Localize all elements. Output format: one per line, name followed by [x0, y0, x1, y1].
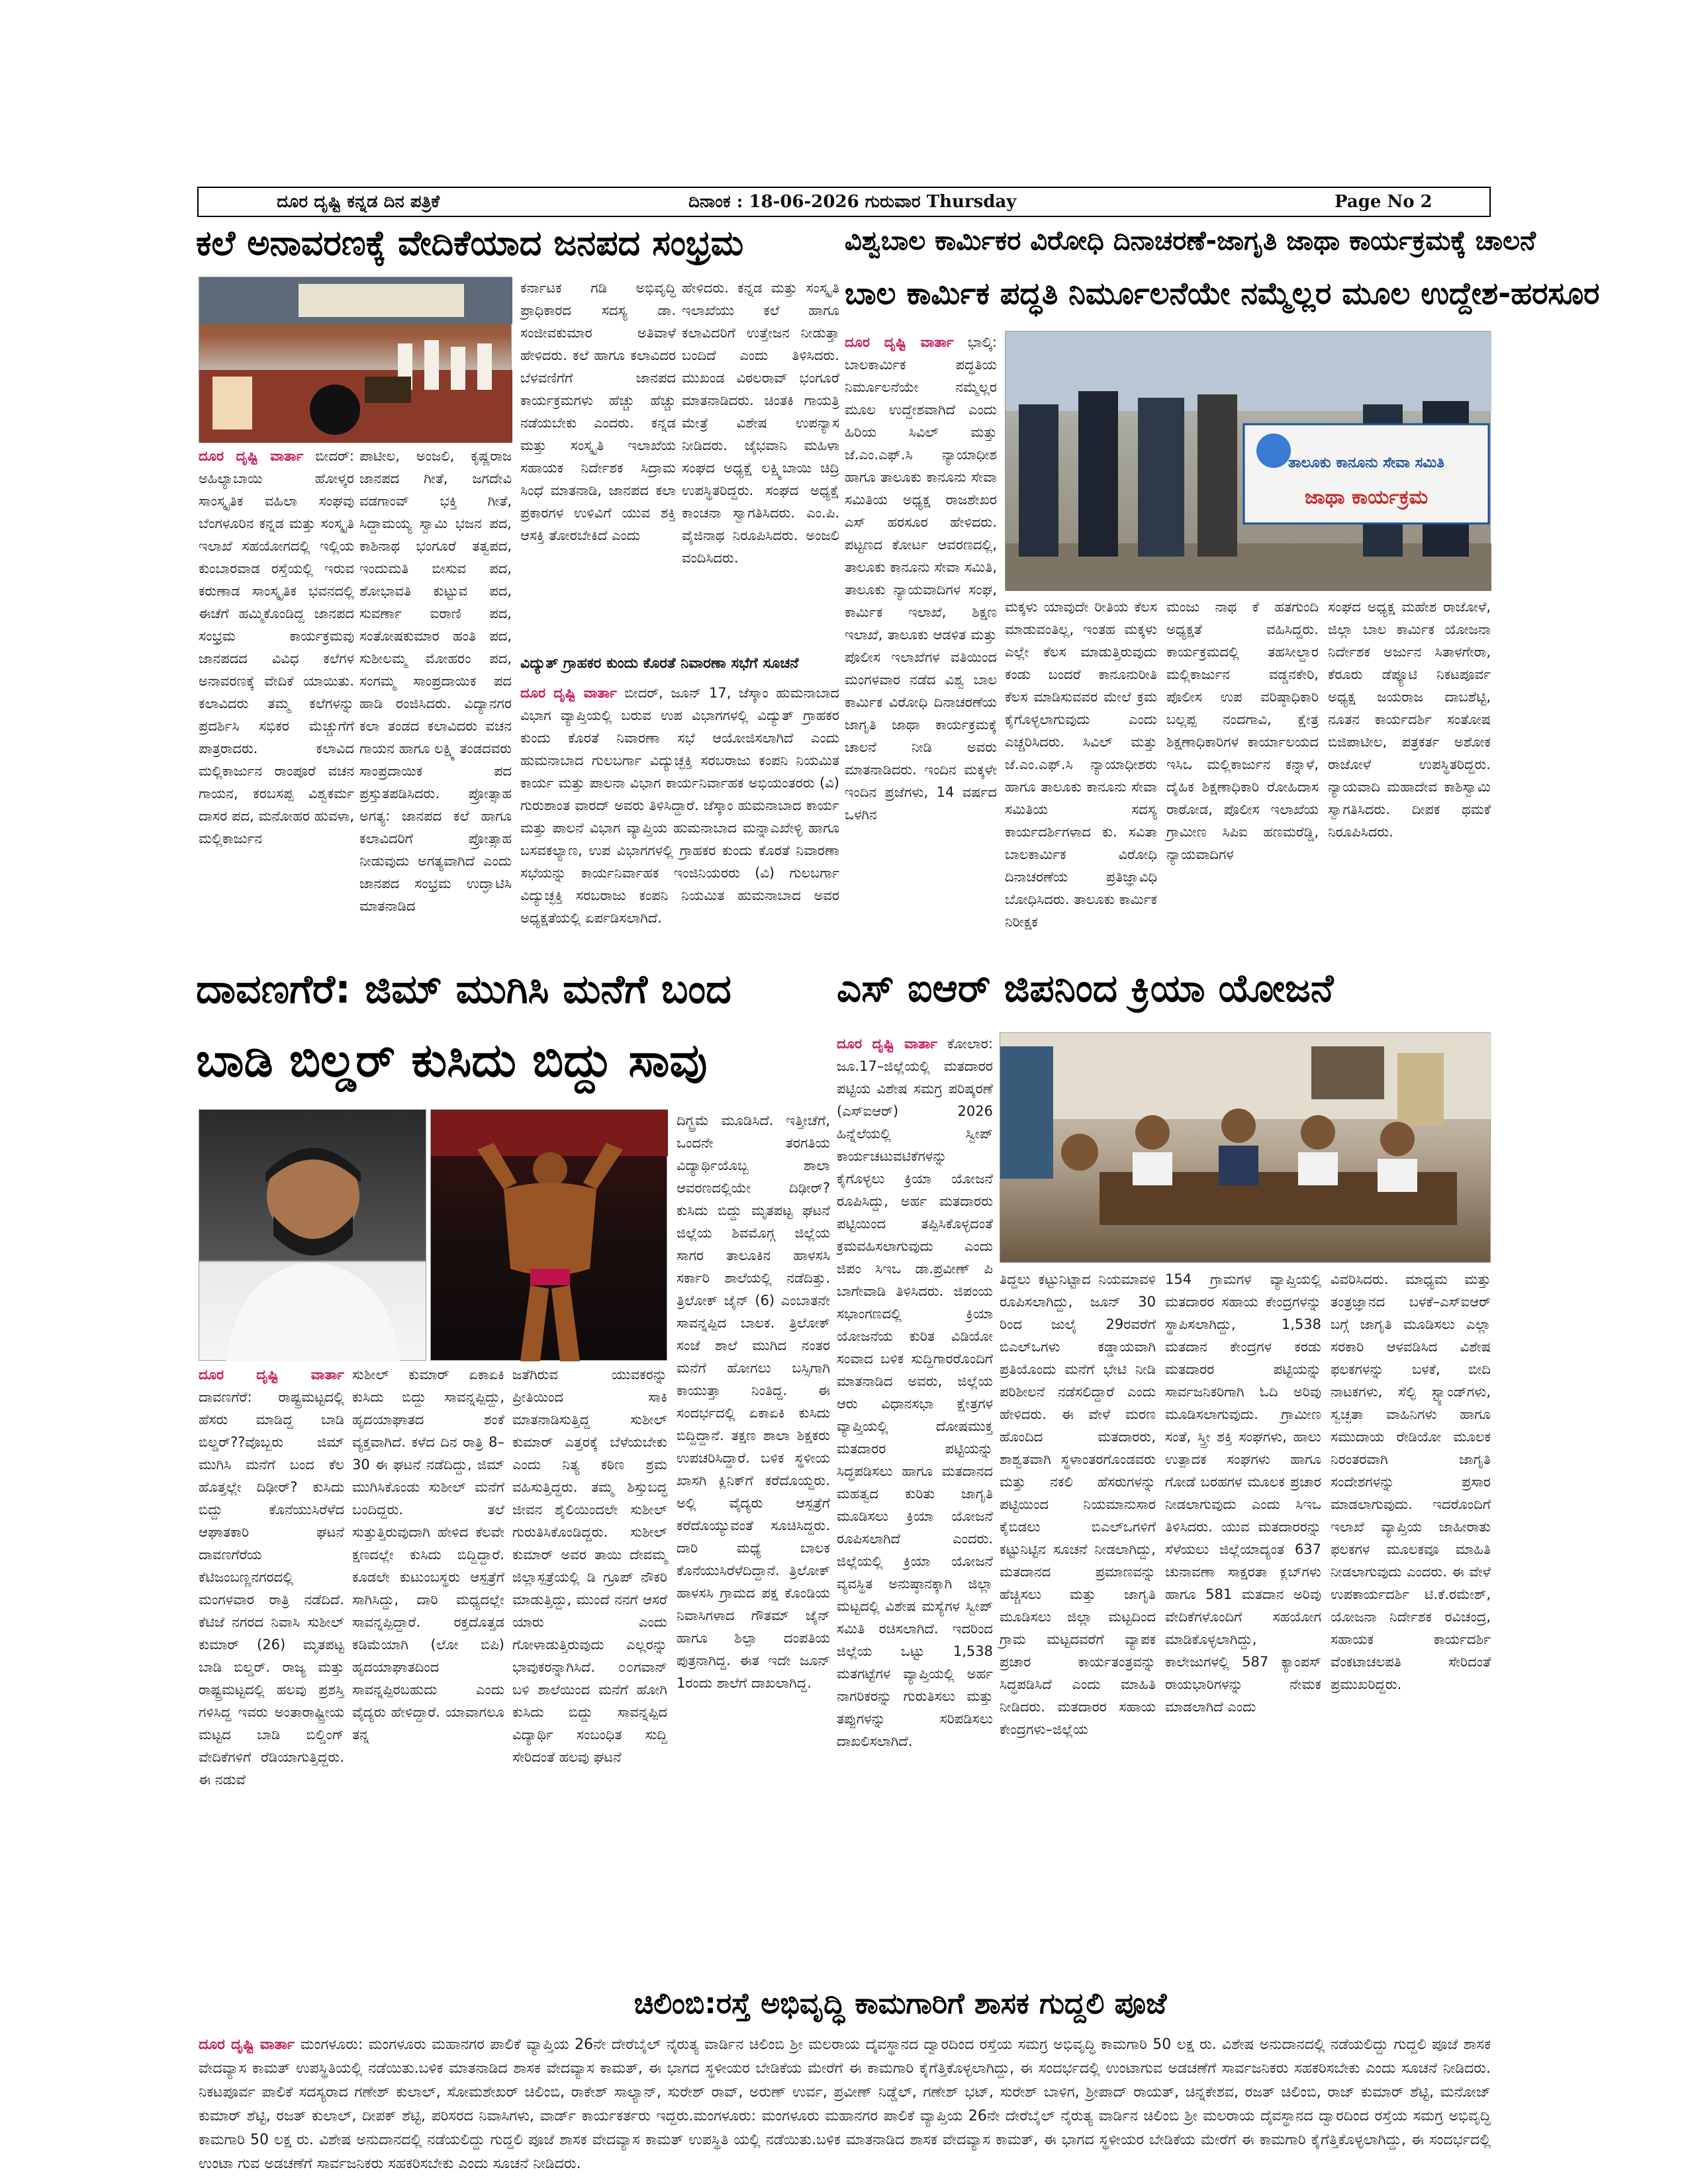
page-number: Page No 2: [1335, 192, 1432, 212]
story3-column-2: ಸುಶೀಲ್ ಕುಮಾರ್ ಏಕಾಏಕಿ ಕುಸಿದು ಬಿದ್ದು ಸಾವನ್ನಪ್ಪಿದ್ದು, ಹೃದಯಾಘಾತದ ಶಂಕೆ ವ್ಯಕ್ತವಾಗಿದೆ. ಕಳೆದ ದಿನ ರಾತ್ರಿ 8–30 ಈ ಘಟನೆ ನಡೆದಿದ್ದು, ಜಿಮ್ ಮುಗಿಸಿಕೊಂಡು ಸುಶೀಲ್ ಮನೆಗೆ ಬಂದಿದ್ದರು. ತಲೆ ಸುತ್ತುತ್ತಿರುವುದಾಗಿ ಹೇಳಿದ ಕೆಲವೇ ಕ್ಷಣದಲ್ಲೇ ಕುಸಿದು ಬಿದ್ದಿದ್ದಾರೆ. ಕೂಡಲೇ ಕುಟುಂಬಸ್ಥರು ಆಸ್ಪತ್ರೆಗೆ ಸಾಗಿಸಿದ್ದು, ದಾರಿ ಮಧ್ಯದಲ್ಲೇ ಸಾವನ್ನಪ್ಪಿದ್ದಾರೆ. ರಕ್ತದೊತ್ತಡ ಕಡಿಮೆಯಾಗಿ (ಲೋ ಬಿಪಿ) ಹೃದಯಾಘಾತದಿಂದ ಸಾವನ್ನಪ್ಪಿರಬಹುದು ಎಂದು ವೈದ್ಯರು ಹೇಳಿದ್ದಾರೆ. ಯಾವಾಗಲೂ ತನ್ನ: [352, 1367, 504, 1743]
story4-column-c: 154 ಗ್ರಾಮಗಳ ವ್ಯಾಪ್ತಿಯಲ್ಲಿ ಮತದಾರರ ಸಹಾಯ ಕೇಂದ್ರಗಳನ್ನು ಸ್ಥಾಪಿಸಲಾಗಿದ್ದು, 1,538 ಮತದಾನ ಕೇಂದ್ರಗಳ ಕರಡು ಮತದಾರರ ಪಟ್ಟಿಯನ್ನು ಸಾರ್ವಜನಿಕರಿಗಾಗಿ ಓದಿ ಅರಿವು ಮೂಡಿಸಲಾಗುವುದು. ಗ್ರಾಮೀಣ ಸಂತೆ, ಸ್ತ್ರೀ ಶಕ್ತಿ ಸಂಘಗಳು, ಹಾಲು ಉತ್ಪಾದಕ ಸಂಘಗಳು ಹಾಗೂ ಗೋಡೆ ಬರಹಗಳ ಮೂಲಕ ಪ್ರಚಾರ ನೀಡಲಾಗುವುದು ಎಂದು ಸಿಇಒ ತಿಳಿಸಿದರು. ಯುವ ಮತದಾರರನ್ನು ಸೆಳೆಯಲು ಜಿಲ್ಲೆಯಾದ್ಯಂತ 637 ಚುನಾವಣಾ ಸಾಕ್ಷರತಾ ಕ್ಲಬ್‌ಗಳು ಹಾಗೂ 581 ಮತದಾನ ಅರಿವು ವೇದಿಕೆಗಳೊಂದಿಗೆ ಸಹಯೋಗ ಮಾಡಿಕೊಳ್ಳಲಾಗಿದ್ದು, ಕಾಲೇಜುಗಳಲ್ಲಿ 587 ಕ್ಯಾಂಪಸ್ ರಾಯಭಾರಿಗಳನ್ನು ನೇಮಕ ಮಾಡಲಾಗಿದೆ ಎಂದು: [1165, 1271, 1321, 1715]
meeting-illustration: [1000, 1033, 1491, 1263]
story2-column-b: ಮಕ್ಕಳು ಯಾವುದೇ ರೀತಿಯ ಕೆಲಸ ಮಾಡುವಂತಿಲ್ಲ, ಇಂತಹ ಮಕ್ಕಳು ಎಲ್ಲೇ ಕೆಲಸ ಮಾಡುತ್ತಿರುವುದು ಕಂಡು ಬಂದರೆ ಕಾನೂನುರೀತಿ ಕೆಲಸ ಮಾಡಿಸುವವರ ಮೇಲೆ ಕ್ರಮ ಕೈಗೊಳ್ಳಲಾಗುವುದು ಎಂದು ಎಚ್ಚರಿಸಿದರು. ಸಿವಿಲ್ ಮತ್ತು ಜೆ.ಎಂ.ಎಫ್.ಸಿ ನ್ಯಾಯಾಧೀಶರು ಹಾಗೂ ತಾಲೂಕು ಕಾನೂನು ಸೇವಾ ಸಮಿತಿಯ ಸದಸ್ಯ ಕಾರ್ಯದರ್ಶಿಗಳಾದ ಕು. ಸವಿತಾ ಬಾಲಕಾರ್ಮಿಕ ವಿರೋಧಿ ದಿನಾಚರಣೆಯ ಪ್ರತಿಜ್ಞಾವಿಧಿ ಬೋಧಿಸಿದರು. ತಾಲೂಕು ಕಾರ್ಮಿಕ ನಿರೀಕ್ಷಕ: [1005, 599, 1157, 930]
source-tag: ದೂರ ದೃಷ್ಟಿ ವಾರ್ತಾ: [199, 2036, 295, 2053]
stage-event-illustration: [199, 277, 512, 443]
story1-column-3: ಕರ್ನಾಟಕ ಗಡಿ ಅಭಿವೃದ್ಧಿ ಪ್ರಾಧಿಕಾರದ ಸದಸ್ಯ ಡಾ. ಸಂಜೀವಕುಮಾರ ಅತಿವಾಳೆ ಹೇಳಿದರು. ಕಲೆ ಹಾಗೂ ಕಲಾವಿದರ ಬೆಳವಣಿಗೆಗೆ ಜಾನಪದ ಕಾರ್ಯಕ್ರಮಗಳು ಹೆಚ್ಚು ಹೆಚ್ಚು ನಡೆಯಬೇಕು ಎಂದರು. ಕನ್ನಡ ಮತ್ತು ಸಂಸ್ಕೃತಿ ಇಲಾಖೆಯ ಸಹಾಯಕ ನಿರ್ದೇಶಕ ಸಿದ್ರಾಮ ಸಿಂಧೆ ಮಾತನಾಡಿ, ಜಾನಪದ ಕಲಾ ಪ್ರಕಾರಗಳ ಉಳಿವಿಗೆ ಯುವ ಶಕ್ತಿ ಆಸಕ್ತಿ ತೋರಬೇಕಿದೆ ಎಂದು: [520, 280, 676, 543]
story1-column-1: [199, 445, 354, 953]
issue-date: ದಿನಾಂಕ : 18-06-2026 ಗುರುವಾರ Thursday: [688, 192, 1017, 212]
story2-photo: [1005, 331, 1491, 590]
story2-headline-top: ವಿಶ್ವಬಾಲ ಕಾರ್ಮಿಕರ ವಿರೋಧಿ ದಿನಾಚರಣೆ-ಜಾಗೃತಿ ಜಾಥಾ ಕಾರ್ಯಕ್ರಮಕ್ಕೆ ಚಾಲನೆ: [845, 226, 1536, 256]
story2-column-a-text: ಭಾಲ್ಕಿ: ಬಾಲಕಾರ್ಮಿಕ ಪದ್ಧತಿಯ ನಿರ್ಮೂಲನೆಯೇ ನಮ್ಮೆಲ್ಲರ ಮೂಲ ಉದ್ದೇಶವಾಗಿದೆ ಎಂದು ಹಿರಿಯ ಸಿವಿಲ್ ಮತ್ತು ಜೆ.ಎಂ.ಎಫ್.ಸಿ ನ್ಯಾಯಾಧೀಶ ಹಾಗೂ ತಾಲೂಕು ಕಾನೂನು ಸೇವಾ ಸಮಿತಿಯ ಅಧ್ಯಕ್ಷ ರಾಜಶೇಖರ ಎಸ್ ಹರಸೂರ ಹೇಳಿದರು. ಪಟ್ಟಣದ ಕೋರ್ಟ ಆವರಣದಲ್ಲಿ, ತಾಲೂಕು ಕಾನೂನು ಸೇವಾ ಸಮಿತಿ, ತಾಲೂಕು ನ್ಯಾಯವಾದಿಗಳ ಸಂಘ, ಕಾರ್ಮಿಕ ಇಲಾಖೆ, ಶಿಕ್ಷಣ ಇಲಾಖೆ, ತಾಲೂಕು ಆಡಳಿತ ಮತ್ತು ಪೊಲೀಸ ಇಲಾಖೆಗಳ ವತಿಯಿಂದ ಮಂಗಳವಾರ ನಡೆದ ವಿಶ್ವ ಬಾಲ ಕಾರ್ಮಿಕ ವಿರೋಧಿ ದಿನಾಚರಣೆಯ ಜಾಗೃತಿ ಜಾಥಾ ಕಾರ್ಯಕ್ರಮಕ್ಕೆ ಚಾಲನೆ ನೀಡಿ ಅವರು ಮಾತನಾಡಿದರು. ಇಂದಿನ ಮಕ್ಕಳೇ ಇಂದಿನ ಪ್ರಜೆಗಳು, 14 ವರ್ಷದ ಒಳಗಿನ: [845, 334, 997, 823]
story3-column-3: ಜತೆಗಿರುವ ಯುವಕರನ್ನು ಪ್ರೀತಿಯಿಂದ ಸಾಕಿ ಮಾತನಾಡಿಸುತ್ತಿದ್ದ ಸುಶೀಲ್ ಕುಮಾರ್ ಎತ್ತರಕ್ಕೆ ಬೆಳೆಯಬೇಕು ಎಂದು ನಿತ್ಯ ಕಠಿಣ ಶ್ರಮ ವಹಿಸುತ್ತಿದ್ದರು. ತಮ್ಮ ಶಿಸ್ತುಬದ್ಧ ಜೀವನ ಶೈಲಿಯಿಂದಲೇ ಸುಶೀಲ್ ಗುರುತಿಸಿಕೊಂಡಿದ್ದರು. ಸುಶೀಲ್ ಕುಮಾರ್ ಅವರ ತಾಯಿ ದೇವಮ್ಮ ಜಿಲ್ಲಾಸ್ಪತ್ರೆಯಲ್ಲಿ ಡಿ ಗ್ರೂಪ್ ನೌಕರಿ ಮಾಡುತ್ತಿದ್ದು, ಮುಂದೆ ನನಗೆ ಆಸರೆ ಯಾರು ಎಂದು ಗೋಳಾಡುತ್ತಿರುವುದು ಎಲ್ಲರನ್ನು ಭಾವುಕರನ್ನಾಗಿಸಿದೆ. ೦೦ಗವಾನ್ ಬಳಿ ಶಾಲೆಯಿಂದ ಮನೆಗೆ ಹೋಗಿ ಕುಸಿದು ಬಿದ್ದು ಸಾವನ್ನಪ್ಪಿದ ವಿದ್ಯಾರ್ಥಿ ಸಂಬಂಧಿತ ಸುದ್ದಿ ಸೇರಿದಂತೆ ಹಲವು ಘಟನೆ: [512, 1367, 667, 1765]
banner-text-1: ತಾಲೂಕು ಕಾನೂನು ಸೇವಾ ಸಮಿತಿ: [1288, 455, 1444, 471]
story1-column-1-text: ಬೀದರ್: ಅಹಿಲ್ಯಾಬಾಯಿ ಹೋಳ್ಕರ ಸಾಂಸ್ಕೃತಿಕ ವಹಿಲಾ ಸಂಘವು ಬೆಂಗಳೂರಿನ ಕನ್ನಡ ಮತ್ತು ಸಂಸ್ಕೃತಿ ಇಲಾಖೆ ಸಹಯೋಗದಲ್ಲಿ ಇಲ್ಲಿಯ ಕುಂಬಾರವಾಡ ರಸ್ತೆಯಲ್ಲಿ ಇರುವ ಕರುಣಾಡ ಸಾಂಸ್ಕೃತಿಕ ಭವನದಲ್ಲಿ ಈಚೆಗೆ ಹಮ್ಮಿಕೊಂಡಿದ್ದ ಜಾನಪದ ಸಂಭ್ರಮ ಕಾರ್ಯಕ್ರಮವು ಜಾನಪದದ ವಿವಿಧ ಕಲೆಗಳ ಅನಾವರಣಕ್ಕೆ ವೇದಿಕೆ ಯಾಯಿತು. ಕಲಾವಿದರು ತಮ್ಮ ಕಲೆಗಳನ್ನು ಪ್ರದರ್ಶಿಸಿ ಸಭಿಕರ ಮೆಚ್ಚುಗೆಗೆ ಪಾತ್ರರಾದರು. ಕಲಾವಿದ ಮಲ್ಲಿಕಾರ್ಜುನ ರಾಂಪೂರೆ ವಚನ ಗಾಯನ, ಕರಬಸಪ್ಪ ವಿಶ್ವಕರ್ಮ ದಾಸರ ಪದ, ಮನೋಹರ ಹುವಳಾ, ಮಲ್ಲಿಕಾರ್ಜುನ: [199, 448, 354, 846]
story1-column-4: ಹೇಳಿದರು. ಕನ್ನಡ ಮತ್ತು ಸಂಸ್ಕೃತಿ ಇಲಾಖೆಯು ಕಲೆ ಹಾಗೂ ಕಲಾವಿದರಿಗೆ ಉತ್ತೇಜನ ನೀಡುತ್ತಾ ಬಂದಿದೆ ಎಂದು ತಿಳಿಸಿದರು. ಮುಖಂಡ ವಿಠಲರಾವ್ ಭಂಗೂರೆ ಮಾತನಾಡಿದರು. ಚಿಂತಕಿ ಗಾಯತ್ರಿ ಮೇತ್ರೆ ವಿಶೇಷ ಉಪನ್ಯಾಸ ನೀಡಿದರು. ಜೈಭವಾನಿ ಮಹಿಳಾ ಸಂಘದ ಅಧ್ಯಕ್ಷೆ ಲಕ್ಷ್ಮಿಬಾಯಿ ಚಿದ್ರಿ ಉಪಸ್ಥಿತರಿದ್ದರು. ಸಂಘದ ಅಧ್ಯಕ್ಷೆ ಕಾಂಚನಾ ಸ್ವಾಗತಿಸಿದರು. ಎಂ.ಪಿ. ವೈಜಿನಾಥ ನಿರೂಪಿಸಿದರು. ಅಂಜಲಿ ವಂದಿಸಿದರು.: [682, 280, 839, 566]
bodybuilder-illustration: [431, 1110, 668, 1361]
story3-headline-1: ದಾವಣಗೆರೆ: ಜಿಮ್ ಮುಗಿಸಿ ಮನೆಗೆ ಬಂದ: [196, 966, 731, 1013]
story3-headline-2: ಬಾಡಿ ಬಿಲ್ಡರ್ ಕುಸಿದು ಬಿದ್ದು ಸಾವು: [196, 1033, 708, 1087]
story1-headline: ಕಲೆ ಅನಾವರಣಕ್ಕೆ ವೇದಿಕೆಯಾದ ಜನಪದ ಸಂಭ್ರಮ: [196, 224, 744, 263]
masthead: [197, 187, 1491, 217]
story3-photo-right: [430, 1109, 667, 1361]
portrait-illustration: [199, 1110, 427, 1361]
story2-headline-main: ಬಾಲ ಕಾರ್ಮಿಕ ಪದ್ಧತಿ ನಿರ್ಮೂಲನೆಯೇ ನಮ್ಮೆಲ್ಲರ ಮೂಲ ಉದ್ದೇಶ-ಹರಸೂರ: [845, 275, 1600, 311]
story4-column-a-text: ಕೋಲಾರ: ಜೂ.17–ಜಿಲ್ಲೆಯಲ್ಲಿ ಮತದಾರರ ಪಟ್ಟಿಯ ವಿಶೇಷ ಸಮಗ್ರ ಪರಿಷ್ಕರಣೆ (ಎಸ್‌ಐಆರ್) 2026 ಹಿನ್ನೆಲೆಯಲ್ಲಿ ಸ್ವೀಪ್ ಕಾರ್ಯಚಟುವಟಿಕೆಗಳನ್ನು ಕೈಗೊಳ್ಳಲು ಕ್ರಿಯಾ ಯೋಜನೆ ರೂಪಿಸಿದ್ದು, ಅರ್ಹ ಮತದಾರರು ಪಟ್ಟಿಯಿಂದ ತಪ್ಪಿಸಿಕೊಳ್ಳದಂತೆ ಕ್ರಮವಹಿಸಲಾಗುವುದು ಎಂದು ಜಿಪಂ ಸಿಇಒ ಡಾ.ಪ್ರವೀಣ್ ಪಿ ಬಾಗೇವಾಡಿ ತಿಳಿಸಿದರು. ಜಿಪಂಯ ಸಭಾಂಗಣದಲ್ಲಿ ಕ್ರಿಯಾ ಯೋಜನೆಯ ಕುರಿತ ವಿಡಿಯೋ ಸಂವಾದ ಬಳಿಕ ಸುದ್ದಿಗಾರರೊಂದಿಗೆ ಮಾತನಾಡಿದ ಅವರು, ಜಿಲ್ಲೆಯ ಆರು ವಿಧಾನಸಭಾ ಕ್ಷೇತ್ರಗಳ ವ್ಯಾಪ್ತಿಯಲ್ಲಿ ದೋಷಮುಕ್ತ ಮತದಾರರ ಪಟ್ಟಿಯನ್ನು ಸಿದ್ಧಪಡಿಸಲು ಹಾಗೂ ಮತದಾನದ ಮಹತ್ವದ ಕುರಿತು ಜಾಗೃತಿ ಮೂಡಿಸಲು ಕ್ರಿಯಾ ಯೋಜನೆ ರೂಪಿಸಲಾಗಿದೆ ಎಂದರು. ಜಿಲ್ಲೆಯಲ್ಲಿ ಕ್ರಿಯಾ ಯೋಜನೆ ವ್ಯವಸ್ಥಿತ ಅನುಷ್ಠಾನಕ್ಕಾಗಿ ಜಿಲ್ಲಾ ಮಟ್ಟದಲ್ಲಿ ವಿಶೇಷ ಮಸ್ಯೆಗಳ ಸ್ವೀಪ್ ಸಮಿತಿ ರಚಿಸಲಾಗಿದೆ. ಇದರಿಂದ ಜಿಲ್ಲೆಯ ಒಟ್ಟು 1,538 ಮತಗಟ್ಟೆಗಳ ವ್ಯಾಪ್ತಿಯಲ್ಲಿ ಅರ್ಹ ನಾಗರಿಕರನ್ನು ಗುರುತಿಸಲು ಮತ್ತು ತಪ್ಪುಗಳನ್ನು ಸರಿಪಡಿಸಲು ದಾಖಲಿಸಲಾಗಿದೆ.: [837, 1036, 993, 1749]
story5-headline: ಚಿಲಿಂಬಿ:ರಸ್ತೆ ಅಭಿವೃದ್ಧಿ ಕಾಮಗಾರಿಗೆ ಶಾಸಕ ಗುದ್ದಲಿ ಪೂಜೆ: [633, 1987, 1167, 2021]
story5-body: [199, 2033, 1491, 2176]
story2-column-d: ಸಂಘದ ಅಧ್ಯಕ್ಷ ಮಹೇಶ ರಾಜೋಳೆ, ಜಿಲ್ಲಾ ಬಾಲ ಕಾರ್ಮಿಕ ಯೋಜನಾ ನಿರ್ದೇಶಕ ಅರ್ಜುನ ಸಿತಾಳಗೇರಾ, ಕೆರೂರು ಡೆಪ್ಯೂಟಿ ನಿಕಟಪೂರ್ವ ಅಧ್ಯಕ್ಷ ಜಯರಾಜ ದಾಬಶೆಟ್ಟಿ, ನೂತನ ಕಾರ್ಯದರ್ಶಿ ಸಂತೋಷ ಬಿಜಿಪಾಟೀಲ, ಪತ್ರಕರ್ತ ಅಶೋಕ ರಾಜೋಳೆ ಉಪಸ್ಥಿತರಿದ್ದರು. ನ್ಯಾಯವಾದಿ ಮಹಾದೇವ ಕಾಶಿಸ್ವಾಮಿ ಸ್ವಾಗತಿಸಿದರು. ದೀಪಕ ಥಮಕೆ ನಿರೂಪಿಸಿದರು.: [1328, 599, 1491, 840]
vidyut-body-text: ಬೀದರ್, ಜೂನ್ 17, ಜೆಸ್ಕಾಂ ಹುಮನಾಬಾದ ವಿಭಾಗ ವ್ಯಾಪ್ತಿಯಲ್ಲಿ ಬರುವ ಉಪ ವಿಭಾಗಗಳಲ್ಲಿ ವಿದ್ಯುತ್ ಗ್ರಾಹಕರ ಕುಂದು ಕೊರತೆ ನಿವಾರಣಾ ಸಭೆ ಆಯೋಜಿಸಲಾಗಿದೆ ಎಂದು ಹುಮನಾಬಾದ ಗುಲಬರ್ಗಾ ವಿದ್ಯುಚ್ಛಕ್ತಿ ಸರಬರಾಜು ಕಂಪನಿ ನಿಯಮಿತ ಕಾರ್ಯ ಮತ್ತು ಪಾಲನಾ ವಿಭಾಗ ಕಾರ್ಯನಿರ್ವಾಹಕ ಅಭಿಯಂತರರು (ವಿ) ಗುರುಶಾಂತ ವಾರದ್ ಅವರು ತಿಳಿಸಿದ್ದಾರೆ. ಜೆಸ್ಕಾಂ ಹುಮನಾಬಾದ ಕಾರ್ಯ ಮತ್ತು ಪಾಲನೆ ವಿಭಾಗ ವ್ಯಾಪ್ತಿಯ ಹುಮನಾಬಾದ ಮನ್ನಾಎಖೇಳ್ಳಿ ಹಾಗೂ ಬಸವಕಲ್ಯಾಣ, ಉಪ ವಿಭಾಗಗಳಲ್ಲಿ ಗ್ರಾಹಕರ ಕುಂದು ಕೊರತೆ ನಿವಾರಣಾ ಸಭೆಯನ್ನು ಕಾರ್ಯನಿರ್ವಾಹಕ ಇಂಜಿನಿಯರರು (ವಿ) ಗುಲಬರ್ಗಾ ವಿದ್ಯುಚ್ಛಕ್ತಿ ಸರಬರಾಜು ಕಂಪನಿ ನಿಯಮಿತ ಹುಮನಾಬಾದ ಅವರ ಅಧ್ಯಕ್ಷತೆಯಲ್ಲಿ ಏರ್ಪಡಿಸಲಾಗಿದೆ.: [520, 685, 839, 926]
source-tag: ದೂರ ದೃಷ್ಟಿ ವಾರ್ತಾ: [520, 685, 617, 701]
story4-column-b: ತಿದ್ದಲು ಕಟ್ಟುನಿಟ್ಟಾದ ನಿಯಮಾವಳಿ ರೂಪಿಸಲಾಗಿದ್ದು, ಜೂನ್ 30 ರಿಂದ ಜುಲೈ 29ರವರೆಗೆ ಬಿಎಲ್‌ಒಗಳು ಕಡ್ಡಾಯವಾಗಿ ಪ್ರತಿಯೊಂದು ಮನೆಗೆ ಭೇಟಿ ನೀಡಿ ಪರಿಶೀಲನೆ ನಡೆಸಲಿದ್ದಾರೆ ಎಂದು ಹೇಳಿದರು. ಈ ವೇಳೆ ಮರಣ ಹೊಂದಿದ ಮತದಾರರು, ಶಾಶ್ವತವಾಗಿ ಸ್ಥಳಾಂತರಗೊಂಡವರು ಮತ್ತು ನಕಲಿ ಹೆಸರುಗಳನ್ನು ಪಟ್ಟಿಯಿಂದ ನಿಯಮಾನುಸಾರ ಕೈಬಿಡಲು ಬಿಎಲ್‌ಒಗಳಿಗೆ ಕಟ್ಟುನಿಟ್ಟಿನ ಸೂಚನೆ ನೀಡಲಾಗಿದ್ದು, ಮತದಾನದ ಪ್ರಮಾಣವನ್ನು ಹೆಚ್ಚಿಸಲು ಮತ್ತು ಜಾಗೃತಿ ಮೂಡಿಸಲು ಜಿಲ್ಲಾ ಮಟ್ಟದಿಂದ ಗ್ರಾಮ ಮಟ್ಟದವರೆಗೆ ವ್ಯಾಪಕ ಪ್ರಚಾರ ಕಾರ್ಯತಂತ್ರವನ್ನು ಸಿದ್ಧಪಡಿಸಿದೆ ಎಂದು ಮಾಹಿತಿ ನೀಡಿದರು. ಮತದಾರರ ಸಹಾಯ ಕೇಂದ್ರಗಳು–ಜಿಲ್ಲೆಯ: [1000, 1271, 1156, 1737]
story1-column-2: ಪಾಟೀಲ, ಅಂಜಲಿ, ಕೃಷ್ಣರಾಜ ಜಾನಪದ ಗೀತೆ, ಜಗದೇವಿ ವಡಗಾಂವ್ ಭಕ್ತಿ ಗೀತೆ, ಸಿದ್ದಾಮಯ್ಯ ಸ್ವಾಮಿ ಭಜನ ಪದ, ಕಾಶಿನಾಥ ಭಂಗೂರೆ ತತ್ವಪದ, ಇಂದುಮತಿ ಬೀಸುವ ಪದ, ಶೋಭಾವತಿ ಕುಟ್ಟುವ ಪದ, ಸುವರ್ಣಾ ಐರಾಣಿ ಪದ, ಸಂತೋಷಕುಮಾರ ಹಂತಿ ಪದ, ಸುಶೀಲಮ್ಮ ಮೋಹರಂ ಪದ, ಸಂಗಮ್ಮ ಸಾಂಪ್ರದಾಯಿಕ ಪದ ಹಾಡಿ ರಂಜಿಸಿದರು. ವಿದ್ಯಾನಗರ ಕಲಾ ತಂಡದ ಕಲಾವಿದರು ವಚನ ಗಾಯನ ಹಾಗೂ ಲಕ್ಷ್ಮಿ ತಂಡದವರು ಸಾಂಪ್ರದಾಯಿಕ ಪದ ಪ್ರಸ್ತುತಪಡಿಸಿದರು. ಪ್ರೋತ್ಸಾಹ ಅಗತ್ಯ: ಜಾನಪದ ಕಲೆ ಹಾಗೂ ಕಲಾವಿದರಿಗೆ ಪ್ರೋತ್ಸಾಹ ನೀಡುವುದು ಅಗತ್ಯವಾಗಿದೆ ಎಂದು ಜಾನಪದ ಸಂಭ್ರಮ ಉದ್ಘಾಟಿಸಿ ಮಾತನಾಡಿದ: [359, 448, 512, 914]
source-tag: ದೂರ ದೃಷ್ಟಿ ವಾರ್ತಾ: [845, 334, 954, 350]
story3-photo-left: [199, 1109, 426, 1361]
story3-column-4: ದಿಗ್ಭ್ರಮೆ ಮೂಡಿಸಿದೆ. ಇತ್ತೀಚೆಗೆ, ಒಂದನೇ ತರಗತಿಯ ವಿದ್ಯಾರ್ಥಿಯೊಬ್ಬ ಶಾಲಾ ಆವರಣದಲ್ಲಿಯೇ ದಿಢೀರ್? ಕುಸಿದು ಬಿದ್ದು ಮೃತಪಟ್ಟ ಘಟನೆ ಜಿಲ್ಲೆಯ ಶಿವಮೊಗ್ಗ ಜಿಲ್ಲೆಯ ಸಾಗರ ತಾಲೂಕಿನ ಹಾಳಸಸಿ ಸರ್ಕಾರಿ ಶಾಲೆಯಲ್ಲಿ ನಡೆದಿತ್ತು. ತ್ರಿಲೋಕ್ ಜೈನ್ (6) ಎಂಬಾತನೇ ಸಾವನ್ನಪ್ಪಿದ ಬಾಲಕ. ತ್ರಿಲೋಕ್ ಸಂಜೆ ಶಾಲೆ ಮುಗಿದ ನಂತರ ಮನೆಗೆ ಹೋಗಲು ಬಸ್ಸಿಗಾಗಿ ಕಾಯುತ್ತಾ ನಿಂತಿದ್ದ. ಈ ಸಂದರ್ಭದಲ್ಲಿ ಏಕಾಏಕಿ ಕುಸಿದು ಬಿದ್ದಿದ್ದಾನೆ. ತಕ್ಷಣ ಶಾಲಾ ಶಿಕ್ಷಕರು ಉಪಚರಿಸಿದ್ದಾರೆ. ಬಳಿಕ ಸ್ಥಳೀಯ ಖಾಸಗಿ ಕ್ಲಿನಿಕ್‌ಗೆ ಕರೆದೊಯ್ದರು. ಅಲ್ಲಿ ವೈದ್ಯರು ಆಸ್ಪತ್ರೆಗೆ ಕರೆದೊಯ್ಯುವಂತೆ ಸೂಚಿಸಿದ್ದರು. ದಾರಿ ಮಧ್ಯೆ ಬಾಲಕ ಕೊನೆಯುಸಿರೆಳೆದಿದ್ದಾನೆ. ತ್ರಿಲೋಕ್ ಹಾಳಸಸಿ ಗ್ರಾಮದ ಪಕ್ಷ ಕೊಂಡಿಯ ನಿವಾಸಿಗಳಾದ ಗೌತಮ್ ಜೈನ್ ಹಾಗೂ ಶಿಲ್ಪಾ ದಂಪತಿಯ ಪುತ್ರನಾಗಿದ್ದ. ಈತ ಇದೇ ಜೂನ್ 1ರಂದು ಶಾಲೆಗೆ ದಾಖಲಾಗಿದ್ದ.: [677, 1113, 830, 1691]
story3-column-1-text: ದಾವಣಗೆರೆ: ರಾಷ್ಟ್ರಮಟ್ಟದಲ್ಲಿ ಹೆಸರು ಮಾಡಿದ್ದ ಬಾಡಿ ಬಿಲ್ಡರ್??ವೊಬ್ಬರು ಜಿಮ್ ಮುಗಿಸಿ ಮನೆಗೆ ಬಂದ ಕೆಲ ಹೊತ್ತಲ್ಲೇ ದಿಢೀರ್? ಕುಸಿದು ಬಿದ್ದು ಕೊನೆಯುಸಿರೆಳೆದ ಆಘಾತಕಾರಿ ಘಟನೆ ದಾವಣಗೆರೆಯ ಕೆಟಿಜಂಬಣ್ಣನಗರದಲ್ಲಿ ಮಂಗಳವಾರ ರಾತ್ರಿ ನಡೆದಿದೆ. ಕೆಟಿಜೆ ನಗರದ ನಿವಾಸಿ ಸುಶೀಲ್ ಕುಮಾರ್ (26) ಮೃತಪಟ್ಟ ಬಾಡಿ ಬಿಲ್ಡರ್. ರಾಜ್ಯ ಮತ್ತು ರಾಷ್ಟ್ರಮಟ್ಟದಲ್ಲಿ ಹಲವು ಪ್ರಶಸ್ತಿ ಗಳಿಸಿದ್ದ ಇವರು ಅಂತಾರಾಷ್ಟ್ರೀಯ ಮಟ್ಟದ ಬಾಡಿ ಬಿಲ್ಡಿಂಗ್ ವೇದಿಕೆಗಳಿಗೆ ರೆಡಿಯಾಗುತ್ತಿದ್ದರು. ಈ ನಡುವೆ: [199, 1389, 344, 1788]
vidyut-headline: ವಿದ್ಯುತ್ ಗ್ರಾಹಕರ ಕುಂದು ಕೊರತೆ ನಿವಾರಣಾ ಸಭೆಗೆ ಸೂಚನೆ: [520, 655, 799, 672]
banner-text-2: ಜಾಥಾ ಕಾರ್ಯಕ್ರಮ: [1304, 486, 1429, 509]
rally-illustration: [1006, 332, 1491, 591]
story5-body-text: ಮಂಗಳೂರು: ಮಂಗಳೂರು ಮಹಾನಗರ ಪಾಲಿಕೆ ವ್ಯಾಪ್ತಿಯ 26ನೇ ದೇರೆಬೈಲ್ ನೈರುತ್ಯ ವಾರ್ಡಿನ ಚಿಲಿಂಬಿ ಶ್ರೀ ಮಲರಾಯ ದೈವಸ್ಥಾನದ ದ್ವಾರದಿಂದ ರಸ್ತೆಯ ಸಮಗ್ರ ಅಭಿವೃದ್ಧಿ ಕಾಮಗಾರಿ 50 ಲಕ್ಷ ರು. ವಿಶೇಷ ಅನುದಾನದಲ್ಲಿ ನಡೆಯಲಿದ್ದು ಗುದ್ದಲಿ ಪೂಜೆ ಶಾಸಕ ವೇದವ್ಯಾಸ ಕಾಮತ್ ಉಪಸ್ಥಿತಿಯಲ್ಲಿ ನಡೆಯಿತು.ಬಳಿಕ ಮಾತನಾಡಿದ ಶಾಸಕ ವೇದವ್ಯಾಸ ಕಾಮತ್, ಈ ಭಾಗದ ಸ್ಥಳೀಯರ ಬೇಡಿಕೆಯ ಮೇರೆಗೆ ಈ ಕಾಮಗಾರಿ ಕೈಗೆತ್ತಿಕೊಳ್ಳಲಾಗಿದ್ದು, ಈ ಸಂದರ್ಭದಲ್ಲಿ ಉಂಟಾಗುವ ಅಡಚಣೆಗೆ ಸಾರ್ವಜನಿಕರು ಸಹಕರಿಸಬೇಕು ಎಂದು ಸೂಚನೆ ನೀಡಿದರು. ನಿಕಟಪೂರ್ವ ಪಾಲಿಕೆ ಸದಸ್ಯರಾದ ಗಣೇಶ್ ಕುಲಾಲ್, ಸೋಮಶೇಖರ್ ಚಿಲಿಂಬಿ, ರಾಕೇಶ್ ಸಾಲ್ಯಾನ್, ಸುರೇಶ್ ರಾವ್, ಅರುಣ್ ಉರ್ವ, ಪ್ರವೀಣ್ ನಿಡ್ಡೆಲ್, ಗಣೇಶ್ ಭಟ್, ಸುರೇಶ್ ಬಾಳಿಗ, ಶ್ರೀಪಾದ್ ರಾಯತ್, ಚಿನ್ನಕೇಶವ, ರಜತ್ ಚಿಲಿಂಬಿ, ರಾಜ್ ಕುಮಾರ್ ಶೆಟ್ಟಿ, ಮನೋಜ್ ಕುಮಾರ್ ಶೆಟ್ಟಿ, ರಜತ್ ಕುಲಾಲ್, ದೀಪಕ್ ಶೆಟ್ಟಿ, ಪರಿಸರದ ನಿವಾಸಿಗಳು, ವಾರ್ಡ್ ಕಾರ್ಯಕರ್ತರು ಇದ್ದರು.ಮಂಗಳೂರು: ಮಂಗಳೂರು ಮಹಾನಗರ ಪಾಲಿಕೆ ವ್ಯಾಪ್ತಿಯ 26ನೇ ದೇರೆಬೈಲ್ ನೈರುತ್ಯ ವಾರ್ಡಿನ ಚಿಲಿಂಬಿ ಶ್ರೀ ಮಲರಾಯ ದೈವಸ್ಥಾನದ ದ್ವಾರದಿಂದ ರಸ್ತೆಯ ಸಮಗ್ರ ಅಭಿವೃದ್ಧಿ ಕಾಮಗಾರಿ 50 ಲಕ್ಷ ರು. ವಿಶೇಷ ಅನುದಾನದಲ್ಲಿ ನಡೆಯಲಿದ್ದು ಗುದ್ದಲಿ ಪೂಜೆ ಶಾಸಕ ವೇದವ್ಯಾಸ ಕಾಮತ್ ಉಪಸ್ಥಿತಿ ಯಲ್ಲಿ ನಡೆಯಿತು.ಬಳಿಕ ಮಾತನಾಡಿದ ಶಾಸಕ ವೇದವ್ಯಾಸ ಕಾಮತ್, ಈ ಭಾಗದ ಸ್ಥಳೀಯರ ಬೇಡಿಕೆಯ ಮೇರೆಗೆ ಈ ಕಾಮಗಾರಿ ಕೈಗೆತ್ತಿಕೊಳ್ಳಲಾಗಿದ್ದು, ಈ ಸಂದರ್ಭದಲ್ಲಿ ಉಂಟಾ ಗುವ ಅಡಚಣೆಗೆ ಸಾರ್ವಜನಿಕರು ಸಹಕರಿಸಬೇಕು ಎಂದು ಸೂಚನೆ ನೀಡಿದರು.: [199, 2036, 1491, 2172]
source-tag: ದೂರ ದೃಷ್ಟಿ ವಾರ್ತಾ: [199, 448, 304, 464]
story4-headline: ಎಸ್ ಐಆರ್ ಜಿಪನಿಂದ ಕ್ರಿಯಾ ಯೋಜನೆ: [837, 966, 1334, 1011]
vidyut-body: [520, 682, 839, 953]
source-tag: ದೂರ ದೃಷ್ಟಿ ವಾರ್ತಾ: [199, 1367, 344, 1383]
story2-column-c: ಮಂಜು ನಾಥ ಕೆ ಹತಗುಂದಿ ಅಧ್ಯಕ್ಷತೆ ವಹಿಸಿದ್ದರು. ಕಾರ್ಯಕ್ರಮದಲ್ಲಿ ತಹಸೀಲ್ದಾರ ಮಲ್ಲಿಕಾರ್ಜುನ ವಡ್ಡನಕೇರಿ, ಪೊಲೀಸ ಉಪ ವರಿಷ್ಠಾಧಿಕಾರಿ ಬಲ್ಲಪ್ಪ ನಂದಗಾವಿ, ಕ್ಷೇತ್ರ ಶಿಕ್ಷಣಾಧಿಕಾರಿಗಳ ಕಾರ್ಯಾಲಯದ ಇಸಿಒ ಮಲ್ಲಿಕಾರ್ಜುನ ಕನ್ನಾಳೆ, ದೈಹಿಕ ಶಿಕ್ಷಣಾಧಿಕಾರಿ ರೋಹಿದಾಸ ರಾಠೋಡ, ಪೊಲೀಸ ಇಲಾಖೆಯ ಗ್ರಾಮೀಣ ಸಿಪಿಐ ಹಣಮರೆಡ್ಡಿ, ನ್ಯಾಯವಾದಿಗಳ: [1166, 599, 1319, 862]
paper-name: ದೂರ ದೃಷ್ಟಿ ಕನ್ನಡ ದಿನ ಪತ್ರಿಕೆ: [277, 192, 440, 212]
story4-column-d: ವಿವರಿಸಿದರು. ಮಾಧ್ಯಮ ಮತ್ತು ತಂತ್ರಜ್ಞಾನದ ಬಳಕೆ–ಎಸ್‌ಐಆರ್ ಬಗ್ಗೆ ಜಾಗೃತಿ ಮೂಡಿಸಲು ಎಲ್ಲಾ ಸರಕಾರಿ ಆಳವಡಿಸಿದ ವಿಶೇಷ ಫಲಕಗಳನ್ನು ಬಳಕೆ, ಬೀದಿ ನಾಟಕಗಳು, ಸೆಲ್ಫಿ ಸ್ಟ್ಯಾಂಡ್‌ಗಳು, ಸ್ವಚ್ಛತಾ ವಾಹಿನಿಗಳು ಹಾಗೂ ಸಮುದಾಯ ರೇಡಿಯೋ ಮೂಲಕ ನಿರಂತರವಾಗಿ ಜಾಗೃತಿ ಸಂದೇಶಗಳನ್ನು ಪ್ರಸಾರ ಮಾಡಲಾಗುವುದು. ಇದರೊಂದಿಗೆ ಇಲಾಖೆ ವ್ಯಾಪ್ತಿಯ ಜಾಹೀರಾತು ಫಲಕಗಳ ಮೂಲಕವೂ ಮಾಹಿತಿ ನೀಡಲಾಗುವುದು ಎಂದರು. ಈ ವೇಳೆ ಉಪಕಾರ್ಯದರ್ಶಿ ಟಿ.ಕೆ.ರಮೇಶ್, ಯೋಜನಾ ನಿರ್ದೇಶಕ ರವಿಚಂದ್ರ, ಸಹಾಯಕ ಕಾರ್ಯದರ್ಶಿ ವೆಂಕಟಾಚಲಪತಿ ಸೇರಿದಂತೆ ಪ್ರಮುಖರಿದ್ದರು.: [1331, 1271, 1491, 1692]
story4-column-a: [837, 1032, 993, 1985]
story2-column-a: [845, 331, 997, 958]
source-tag: ದೂರ ದೃಷ್ಟಿ ವಾರ್ತಾ: [837, 1036, 938, 1052]
story3-column-1: [199, 1363, 344, 1985]
story1-photo: [199, 277, 512, 442]
story4-photo: [1000, 1032, 1491, 1263]
